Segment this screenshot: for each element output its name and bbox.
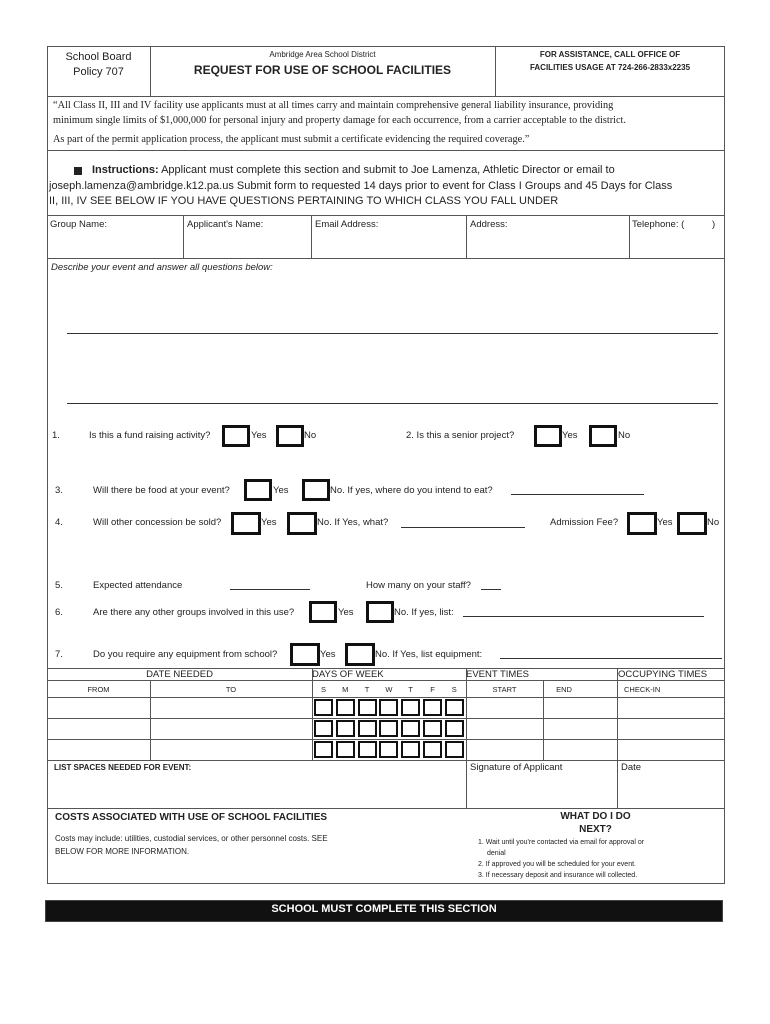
address-field[interactable]: Address: bbox=[470, 219, 508, 230]
check-in-header: CHECK-IN bbox=[624, 685, 661, 694]
q4-yes-label: Yes bbox=[261, 517, 277, 528]
assist-line-2: FACILITIES USAGE AT 724-266-2833x2235 bbox=[529, 63, 691, 72]
day-checkbox-r2-3[interactable] bbox=[379, 720, 398, 737]
q6-no-checkbox[interactable] bbox=[366, 601, 394, 623]
q6-number: 6. bbox=[55, 607, 63, 618]
start-header: START bbox=[492, 685, 517, 694]
q3-text: Will there be food at your event? bbox=[93, 485, 230, 496]
describe-line-1[interactable] bbox=[67, 333, 718, 334]
admission-no-checkbox[interactable] bbox=[677, 512, 707, 535]
instructions-line-2: joseph.lamenza@ambridge.k12.pa.us Submit form to requested 14 days prior to event for Class I Groups and 45 Days for Class bbox=[49, 180, 673, 192]
day-letter-6: S bbox=[451, 685, 457, 694]
school-section-bar bbox=[45, 900, 723, 922]
applicant-name-field[interactable]: Applicant's Name: bbox=[187, 219, 264, 230]
next-step-1b: denial bbox=[487, 850, 506, 857]
attendance-line[interactable] bbox=[230, 589, 310, 590]
q7-yes-label: Yes bbox=[320, 649, 336, 660]
day-letter-4: T bbox=[408, 685, 413, 694]
day-checkbox-r2-5[interactable] bbox=[423, 720, 442, 737]
day-checkbox-r2-4[interactable] bbox=[401, 720, 420, 737]
q4-no-checkbox[interactable] bbox=[287, 512, 317, 535]
date-label[interactable]: Date bbox=[621, 762, 642, 773]
q4-yes-checkbox[interactable] bbox=[231, 512, 261, 535]
describe-prompt: Describe your event and answer all questions below: bbox=[51, 262, 273, 273]
costs-title: COSTS ASSOCIATED WITH USE OF SCHOOL FACILITIES bbox=[55, 812, 328, 823]
q1-yes-checkbox[interactable] bbox=[222, 425, 250, 447]
spaces-needed-label: LIST SPACES NEEDED FOR EVENT: bbox=[54, 763, 192, 772]
q1-number: 1. bbox=[52, 430, 60, 441]
next-title-1: WHAT DO I DO bbox=[560, 811, 631, 822]
day-checkbox-r1-1[interactable] bbox=[336, 699, 355, 716]
insurance-line-1: “All Class II, III and IV facility use applicants must at all times carry and maintain comprehensive general liability insurance, providing bbox=[53, 100, 614, 111]
day-checkbox-r1-6[interactable] bbox=[445, 699, 464, 716]
days-of-week-header: DAYS OF WEEK bbox=[312, 669, 384, 680]
q4-number: 4. bbox=[55, 517, 63, 528]
q3-yes-label: Yes bbox=[273, 485, 289, 496]
policy-line-1: School Board bbox=[65, 51, 132, 63]
day-checkbox-r2-0[interactable] bbox=[314, 720, 333, 737]
q2-no-label: No bbox=[618, 430, 631, 441]
describe-line-2[interactable] bbox=[67, 403, 718, 404]
district-name: Ambridge Area School District bbox=[269, 50, 376, 59]
day-checkbox-r1-0[interactable] bbox=[314, 699, 333, 716]
telephone-label: Telephone: ( bbox=[632, 219, 685, 230]
instructions-label: Instructions: bbox=[92, 164, 159, 176]
q6-text: Are there any other groups involved in this use? bbox=[93, 607, 295, 618]
occupying-times-header: OCCUPYING TIMES bbox=[618, 669, 708, 680]
q4-what-line[interactable] bbox=[401, 527, 525, 528]
q4-follow-up: No. If Yes, what? bbox=[317, 517, 389, 528]
day-checkbox-r3-4[interactable] bbox=[401, 741, 420, 758]
q7-equipment-line[interactable] bbox=[500, 658, 722, 659]
q3-yes-checkbox[interactable] bbox=[244, 479, 272, 501]
q5-text: Expected attendance bbox=[93, 580, 183, 591]
next-step-1 bbox=[478, 837, 644, 881]
day-checkbox-r3-1[interactable] bbox=[336, 741, 355, 758]
q7-follow-up: No. If Yes, list equipment: bbox=[375, 649, 483, 660]
q3-number: 3. bbox=[55, 485, 63, 496]
q7-text: Do you require any equipment from school? bbox=[93, 649, 278, 660]
group-name-field[interactable]: Group Name: bbox=[50, 219, 108, 230]
day-checkbox-r3-0[interactable] bbox=[314, 741, 333, 758]
from-header: FROM bbox=[87, 685, 110, 694]
school-section-title: SCHOOL MUST COMPLETE THIS SECTION bbox=[271, 903, 497, 915]
to-header: TO bbox=[225, 685, 237, 694]
costs-text-1: Costs may include: utilities, custodial services, or other personnel costs. SEE bbox=[55, 834, 328, 843]
form-title: REQUEST FOR USE OF SCHOOL FACILITIES bbox=[193, 63, 452, 77]
next-step-3: 3. If necessary deposit and insurance will collected. bbox=[478, 872, 638, 879]
email-field[interactable]: Email Address: bbox=[315, 219, 379, 230]
q1-yes-label: Yes bbox=[251, 430, 267, 441]
telephone-close: ) bbox=[712, 219, 716, 230]
signature-label[interactable]: Signature of Applicant bbox=[470, 762, 563, 773]
q6-yes-checkbox[interactable] bbox=[309, 601, 337, 623]
q2-yes-label: Yes bbox=[562, 430, 578, 441]
bullet-square-icon bbox=[74, 167, 82, 175]
insurance-line-2: minimum single limits of $1,000,000 for personal injury and property damage for each occurrence, from a carrier acceptable to the district. bbox=[53, 115, 626, 126]
next-step-1a: 1. Wait until you're contacted via email for approval or bbox=[478, 839, 645, 846]
q7-no-checkbox[interactable] bbox=[345, 643, 375, 666]
admission-yes-checkbox[interactable] bbox=[627, 512, 657, 535]
day-letter-3: W bbox=[385, 685, 393, 694]
q1-no-checkbox[interactable] bbox=[276, 425, 304, 447]
next-title-2: NEXT? bbox=[579, 824, 612, 835]
q3-follow-up: No. If yes, where do you intend to eat? bbox=[330, 485, 493, 496]
instructions-line-1: Applicant must complete this section and submit to Joe Lamenza, Athletic Director or email to bbox=[158, 164, 615, 176]
q2-text: 2. Is this a senior project? bbox=[406, 430, 515, 441]
q4-text: Will other concession be sold? bbox=[93, 517, 222, 528]
q2-no-checkbox[interactable] bbox=[589, 425, 617, 447]
q6-list-line[interactable] bbox=[463, 616, 704, 617]
q3-no-checkbox[interactable] bbox=[302, 479, 330, 501]
day-checkbox-r2-2[interactable] bbox=[358, 720, 377, 737]
day-checkbox-r3-2[interactable] bbox=[358, 741, 377, 758]
q6-follow-up: No. If yes, list: bbox=[394, 607, 454, 618]
q1-text: Is this a fund raising activity? bbox=[89, 430, 211, 441]
day-checkbox-r1-5[interactable] bbox=[423, 699, 442, 716]
date-needed-header: DATE NEEDED bbox=[146, 669, 213, 680]
day-letter-0: S bbox=[320, 685, 326, 694]
day-checkbox-r2-6[interactable] bbox=[445, 720, 464, 737]
day-checkbox-r1-2[interactable] bbox=[358, 699, 377, 716]
day-letter-2: T bbox=[364, 685, 370, 694]
admission-fee-label: Admission Fee? bbox=[550, 517, 619, 528]
q2-yes-checkbox[interactable] bbox=[534, 425, 562, 447]
staff-label: How many on your staff? bbox=[366, 580, 471, 591]
q7-number: 7. bbox=[55, 649, 63, 660]
day-checkbox-r2-1[interactable] bbox=[336, 720, 355, 737]
day-checkbox-r1-4[interactable] bbox=[401, 699, 420, 716]
next-step-2: 2. If approved you will be scheduled for your event. bbox=[478, 861, 636, 868]
q1-no-label: No bbox=[304, 430, 317, 441]
q7-yes-checkbox[interactable] bbox=[290, 643, 320, 666]
insurance-line-3: As part of the permit application process, the applicant must submit a certificate evidencing the required coverage.” bbox=[53, 134, 530, 145]
day-checkbox-r3-6[interactable] bbox=[445, 741, 464, 758]
q5-number: 5. bbox=[55, 580, 63, 591]
day-letter-5: F bbox=[430, 685, 435, 694]
admission-no-label: No bbox=[707, 517, 720, 528]
event-times-header: EVENT TIMES bbox=[466, 669, 529, 680]
assist-line-1: FOR ASSISTANCE, CALL OFFICE OF bbox=[539, 50, 681, 59]
day-checkbox-r1-3[interactable] bbox=[379, 699, 398, 716]
staff-line[interactable] bbox=[481, 589, 501, 590]
telephone-field[interactable] bbox=[632, 219, 722, 255]
day-checkbox-r3-5[interactable] bbox=[423, 741, 442, 758]
day-checkbox-r3-3[interactable] bbox=[379, 741, 398, 758]
day-letter-1: M bbox=[342, 685, 349, 694]
q3-location-line[interactable] bbox=[511, 494, 644, 495]
policy-line-2: Policy 707 bbox=[73, 66, 124, 78]
costs-text-2: BELOW FOR MORE INFORMATION. bbox=[55, 847, 190, 856]
end-header: END bbox=[556, 685, 572, 694]
admission-yes-label: Yes bbox=[657, 517, 673, 528]
instructions-line-3: II, III, IV SEE BELOW IF YOU HAVE QUESTIONS PERTAINING TO WHICH CLASS YOU FALL UNDER bbox=[49, 195, 559, 207]
q6-yes-label: Yes bbox=[338, 607, 354, 618]
